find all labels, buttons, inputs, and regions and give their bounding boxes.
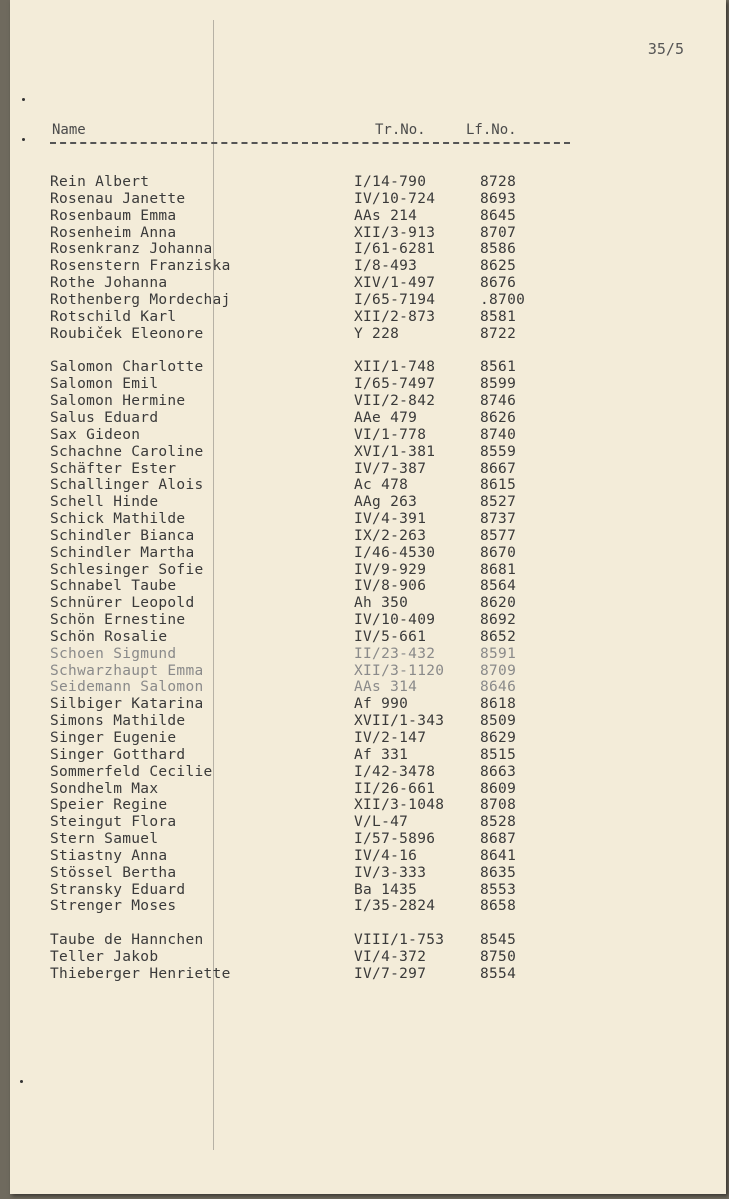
entry-tr-no: I/65-7194 [354, 291, 436, 308]
entry-lf-no: 8658 [480, 898, 517, 915]
entry-tr-no: I/35-2824 [354, 898, 436, 915]
entry-name: Schick Mathilde [50, 511, 186, 528]
entry-tr-no: AAs 214 [354, 207, 418, 224]
list-item [10, 258, 726, 275]
column-header-lf-no: Lf.No. [466, 122, 517, 138]
list-item [10, 241, 726, 258]
page-number: 35/5 [647, 40, 684, 58]
list-item [10, 511, 726, 528]
entry-tr-no: XII/1-748 [354, 359, 436, 376]
entry-name: Schell Hinde [50, 494, 159, 511]
entry-lf-no: 8626 [480, 409, 517, 426]
entry-name: Sax Gideon [50, 426, 141, 443]
list-item [10, 949, 726, 966]
list-item [10, 882, 726, 899]
list-item [10, 174, 726, 191]
entry-lf-no: 8599 [480, 376, 517, 393]
entry-lf-no: 8646 [480, 679, 517, 696]
list-item [10, 612, 726, 629]
entry-name: Schindler Martha [50, 544, 195, 561]
entry-tr-no: Ba 1435 [354, 881, 418, 898]
entry-lf-no: 8667 [480, 460, 517, 477]
entry-lf-no: 8620 [480, 595, 517, 612]
entry-tr-no: Ac 478 [354, 477, 409, 494]
list-item [10, 410, 726, 427]
entry-name: Strenger Moses [50, 898, 177, 915]
entry-lf-no: 8722 [480, 325, 517, 342]
entry-lf-no: 8635 [480, 864, 517, 881]
entry-name: Stössel Bertha [50, 864, 177, 881]
entry-lf-no: 8625 [480, 258, 517, 275]
list-item [10, 781, 726, 798]
entry-lf-no: 8509 [480, 713, 517, 730]
entry-name: Schlesinger Sofie [50, 561, 204, 578]
entry-tr-no: AAg 263 [354, 494, 418, 511]
entry-name: Sondhelm Max [50, 780, 159, 797]
entry-tr-no: IV/10-409 [354, 612, 436, 629]
header-dashed-rule [50, 142, 570, 150]
entry-name: Salomon Hermine [50, 393, 186, 410]
list-item [10, 730, 726, 747]
list-item [10, 696, 726, 713]
entry-tr-no: VI/4-372 [354, 949, 427, 966]
entry-tr-no: IV/7-297 [354, 965, 427, 982]
margin-mark [22, 138, 25, 141]
entry-lf-no: 8707 [480, 224, 517, 241]
entry-name: Schön Ernestine [50, 612, 186, 629]
entry-name: Simons Mathilde [50, 713, 186, 730]
entry-tr-no: Ah 350 [354, 595, 409, 612]
entry-lf-no: 8652 [480, 628, 517, 645]
entry-tr-no: II/26-661 [354, 780, 436, 797]
list-item [10, 477, 726, 494]
entry-lf-no: 8515 [480, 746, 517, 763]
entry-lf-no: 8553 [480, 881, 517, 898]
entry-tr-no: XII/3-913 [354, 224, 436, 241]
entry-lf-no: 8554 [480, 965, 517, 982]
entry-lf-no: 8670 [480, 544, 517, 561]
entry-tr-no: IV/2-147 [354, 730, 427, 746]
entry-tr-no: I/42-3478 [354, 763, 436, 780]
entry-name: Sommerfeld Cecilie [50, 763, 213, 780]
list-item [10, 427, 726, 444]
entry-name: Rotschild Karl [50, 308, 177, 325]
column-header-tr-no: Tr.No. [375, 122, 426, 138]
entry-tr-no: I/65-7497 [354, 376, 436, 393]
entry-name: Rothe Johanna [50, 275, 168, 292]
entry-tr-no: IV/7-387 [354, 460, 427, 477]
list-item [10, 494, 726, 511]
list-item [10, 814, 726, 831]
entry-name: Thieberger Henriette [50, 965, 231, 982]
entry-name: Schachne Caroline [50, 443, 204, 460]
list-item [10, 292, 726, 309]
entry-name: Rosenstern Franziska [50, 258, 231, 275]
entry-tr-no: IX/2-263 [354, 527, 427, 544]
entry-lf-no: 8581 [480, 308, 517, 325]
list-item [10, 393, 726, 410]
entry-name: Schoen Sigmund [50, 645, 177, 662]
entry-tr-no: IV/5-661 [354, 628, 427, 645]
entry-lf-no: 8641 [480, 847, 517, 864]
margin-mark [20, 1080, 23, 1083]
entry-lf-no: .8700 [480, 291, 526, 308]
entry-tr-no: IV/10-724 [354, 190, 436, 207]
entry-name: Seidemann Salomon [50, 679, 204, 696]
entry-name: Singer Eugenie [50, 730, 177, 746]
entry-name: Stransky Eduard [50, 881, 186, 898]
entry-lf-no: 8591 [480, 645, 517, 662]
entry-lf-no: 8663 [480, 763, 517, 780]
entry-lf-no: 8709 [480, 662, 517, 679]
entry-tr-no: I/14-790 [354, 174, 427, 190]
list-item [10, 275, 726, 292]
entry-lf-no: 8561 [480, 359, 517, 376]
entry-lf-no: 8645 [480, 207, 517, 224]
list-item [10, 764, 726, 781]
list-item [10, 831, 726, 848]
entry-name: Rosenkranz Johanna [50, 241, 213, 258]
list-item [10, 663, 726, 680]
entry-tr-no: IV/8-906 [354, 578, 427, 595]
entry-name: Rosenau Janette [50, 190, 186, 207]
entry-lf-no: 8708 [480, 797, 517, 814]
entry-lf-no: 8618 [480, 696, 517, 713]
list-item [10, 747, 726, 764]
list-item [10, 595, 726, 612]
entry-lf-no: 8629 [480, 730, 517, 746]
list-item [10, 444, 726, 461]
entry-lf-no: 8676 [480, 275, 517, 292]
entry-lf-no: 8750 [480, 949, 517, 966]
entry-name: Teller Jakob [50, 949, 159, 966]
entry-lf-no: 8609 [480, 780, 517, 797]
entry-name: Salus Eduard [50, 409, 159, 426]
entry-tr-no: IV/4-391 [354, 511, 427, 528]
list-item [10, 326, 726, 343]
list-item [10, 848, 726, 865]
entry-tr-no: I/61-6281 [354, 241, 436, 258]
entry-tr-no: VI/1-778 [354, 426, 427, 443]
entry-tr-no: Y 228 [354, 325, 400, 342]
entry-name: Rein Albert [50, 174, 150, 190]
entry-name: Roubiček Eleonore [50, 325, 204, 342]
entry-name: Schnabel Taube [50, 578, 177, 595]
entry-tr-no: XVII/1-343 [354, 713, 445, 730]
entry-tr-no: IV/9-929 [354, 561, 427, 578]
margin-mark [22, 98, 25, 101]
entry-name: Schön Rosalie [50, 628, 168, 645]
document-page [10, 0, 726, 1194]
entry-tr-no: II/23-432 [354, 645, 436, 662]
entry-lf-no: 8559 [480, 443, 517, 460]
entry-lf-no: 8737 [480, 511, 517, 528]
entry-lf-no: 8545 [480, 932, 517, 949]
entry-name: Speier Regine [50, 797, 168, 814]
list-item [10, 528, 726, 545]
entry-tr-no: XIV/1-497 [354, 275, 436, 292]
entry-name: Stern Samuel [50, 831, 159, 848]
list-item [10, 545, 726, 562]
entry-tr-no: I/8-493 [354, 258, 418, 275]
entry-tr-no: XVI/1-381 [354, 443, 436, 460]
list-item [10, 646, 726, 663]
list-item [10, 359, 726, 376]
entry-lf-no: 8528 [480, 814, 517, 831]
list-item [10, 309, 726, 326]
entry-tr-no: VIII/1-753 [354, 932, 445, 949]
entry-name: Salomon Emil [50, 376, 159, 393]
entry-tr-no: XII/2-873 [354, 308, 436, 325]
entry-lf-no: 8527 [480, 494, 517, 511]
entry-name: Salomon Charlotte [50, 359, 204, 376]
entry-name: Silbiger Katarina [50, 696, 204, 713]
list-item [10, 932, 726, 949]
entry-lf-no: 8586 [480, 241, 517, 258]
entry-tr-no: VII/2-842 [354, 393, 436, 410]
list-item [10, 208, 726, 225]
list-item [10, 376, 726, 393]
column-header-name: Name [52, 122, 86, 138]
entry-tr-no: IV/4-16 [354, 847, 418, 864]
entry-name: Stiastny Anna [50, 847, 168, 864]
entry-tr-no: AAs 314 [354, 679, 418, 696]
entry-tr-no: I/57-5896 [354, 831, 436, 848]
entry-tr-no: I/46-4530 [354, 544, 436, 561]
list-item [10, 797, 726, 814]
entry-name: Schäfter Ester [50, 460, 177, 477]
entry-name: Schindler Bianca [50, 527, 195, 544]
entry-name: Schnürer Leopold [50, 595, 195, 612]
entry-name: Singer Gotthard [50, 746, 186, 763]
entry-name: Rosenbaum Emma [50, 207, 177, 224]
list-item [10, 191, 726, 208]
entry-tr-no: XII/3-1120 [354, 662, 445, 679]
entry-lf-no: 8693 [480, 190, 517, 207]
list-item [10, 562, 726, 579]
list-item [10, 679, 726, 696]
entry-name: Schwarzhaupt Emma [50, 662, 204, 679]
entry-tr-no: IV/3-333 [354, 864, 427, 881]
entry-lf-no: 8740 [480, 426, 517, 443]
entry-tr-no: V/L-47 [354, 814, 409, 831]
entry-lf-no: 8615 [480, 477, 517, 494]
list-item [10, 966, 726, 983]
list-item [10, 713, 726, 730]
entry-lf-no: 8746 [480, 393, 517, 410]
list-item [10, 865, 726, 882]
entry-name: Rothenberg Mordechaj [50, 291, 231, 308]
entry-name: Schallinger Alois [50, 477, 204, 494]
list-item [10, 225, 726, 242]
list-item [10, 461, 726, 478]
entry-tr-no: AAe 479 [354, 409, 418, 426]
name-list [10, 174, 726, 983]
entry-lf-no: 8577 [480, 527, 517, 544]
list-item [10, 898, 726, 915]
entry-lf-no: 8728 [480, 174, 517, 190]
entry-name: Rosenheim Anna [50, 224, 177, 241]
entry-name: Steingut Flora [50, 814, 177, 831]
entry-lf-no: 8681 [480, 561, 517, 578]
list-item [10, 578, 726, 595]
entry-lf-no: 8564 [480, 578, 517, 595]
entry-tr-no: Af 331 [354, 746, 409, 763]
entry-name: Taube de Hannchen [50, 932, 204, 949]
entry-tr-no: Af 990 [354, 696, 409, 713]
entry-lf-no: 8687 [480, 831, 517, 848]
entry-lf-no: 8692 [480, 612, 517, 629]
list-item [10, 629, 726, 646]
entry-tr-no: XII/3-1048 [354, 797, 445, 814]
